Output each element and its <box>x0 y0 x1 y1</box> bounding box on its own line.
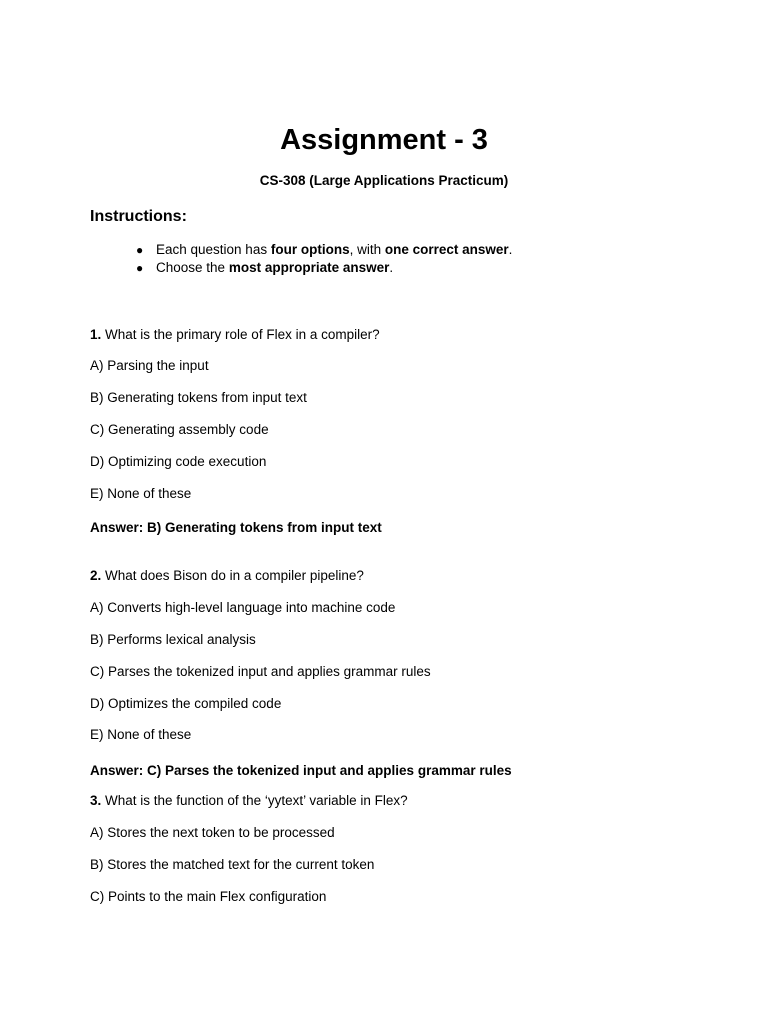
instruction-item: ● Each question has four options, with one correct answer. <box>136 242 513 257</box>
question-1: 1. What is the primary role of Flex in a compiler? <box>90 327 380 342</box>
question-2-option-b: B) Performs lexical analysis <box>90 632 256 647</box>
question-3-option-a: A) Stores the next token to be processed <box>90 825 335 840</box>
bullet-icon: ● <box>136 261 144 275</box>
question-1-option-a: A) Parsing the input <box>90 358 209 373</box>
question-1-option-e: E) None of these <box>90 486 192 501</box>
question-1-option-c: C) Generating assembly code <box>90 422 269 437</box>
question-3: 3. What is the function of the ‘yytext’ variable in Flex? <box>90 793 408 808</box>
question-2-option-c: C) Parses the tokenized input and applies grammar rules <box>90 664 431 679</box>
question-3-option-c: C) Points to the main Flex configuration <box>90 889 327 904</box>
question-3-option-b: B) Stores the matched text for the current token <box>90 857 375 872</box>
question-2-option-a: A) Converts high-level language into machine code <box>90 600 396 615</box>
question-2-option-d: D) Optimizes the compiled code <box>90 696 282 711</box>
page-subtitle: CS-308 (Large Applications Practicum) <box>259 173 509 188</box>
question-2-answer: Answer: C) Parses the tokenized input and applies grammar rules <box>90 763 512 778</box>
bullet-icon: ● <box>136 243 144 257</box>
question-1-option-d: D) Optimizing code execution <box>90 454 267 469</box>
page-title: Assignment - 3 <box>280 124 488 156</box>
question-2-option-e: E) None of these <box>90 727 192 742</box>
instruction-item: ● Choose the most appropriate answer. <box>136 260 394 275</box>
question-1-answer: Answer: B) Generating tokens from input text <box>90 520 382 535</box>
question-2: 2. What does Bison do in a compiler pipeline? <box>90 568 364 583</box>
question-1-option-b: B) Generating tokens from input text <box>90 390 307 405</box>
instructions-list <box>136 241 512 277</box>
instructions-heading: Instructions: <box>90 208 187 225</box>
